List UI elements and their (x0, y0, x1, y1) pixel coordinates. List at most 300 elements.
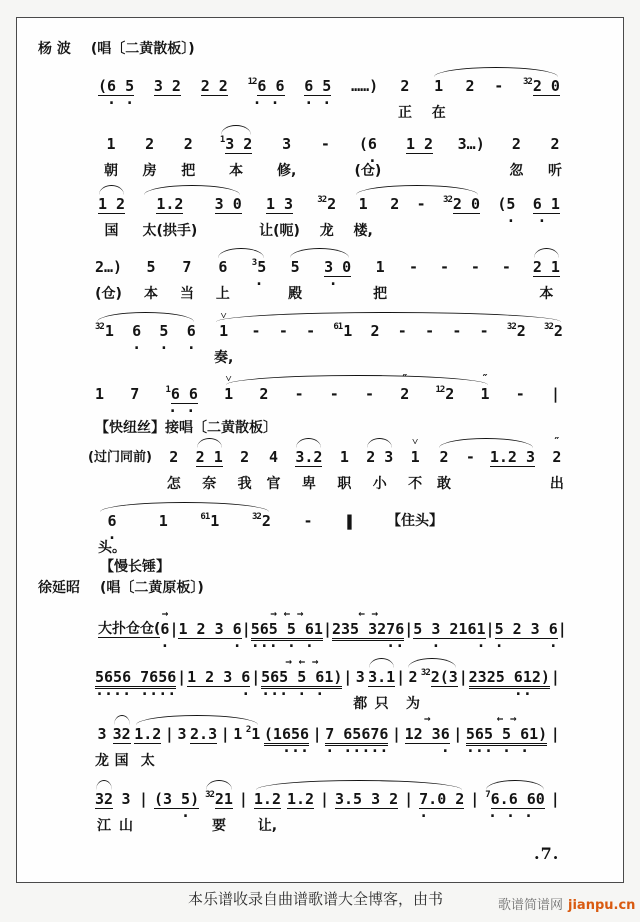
octave-dots (343, 687, 352, 694)
ornament-mark (207, 607, 214, 620)
ornament-mark (446, 607, 453, 620)
note-cell (88, 435, 152, 495)
ornament-mark (503, 182, 510, 195)
note-digits: 1.2 (156, 195, 184, 213)
ornament-mark (307, 309, 314, 322)
note-digits: 3.1 (368, 668, 396, 686)
note-digits: 6 5 (304, 77, 332, 95)
music-line (104, 122, 562, 182)
barline (221, 712, 230, 772)
note-cell (373, 245, 387, 305)
note-digits: 6 (218, 258, 228, 276)
note-cell (143, 122, 157, 182)
note-cell (214, 309, 233, 369)
octave-dots (466, 467, 475, 474)
note-cell (187, 655, 250, 715)
note-digits: 大扑仓仓( (98, 621, 161, 637)
note-digits: 2 0 (452, 195, 480, 213)
note-digits: | (320, 790, 330, 808)
grace-note: 12 (435, 385, 445, 395)
ornament-mark (314, 712, 321, 725)
note-digits: 3 (97, 725, 107, 743)
note-digits: - (501, 258, 511, 276)
note-cell (180, 245, 194, 305)
octave-dots (371, 341, 380, 348)
ornament-mark (365, 122, 372, 135)
octave-dots: . (132, 335, 142, 353)
lyric-text: 太(拱手) (142, 223, 198, 239)
note-cell (421, 655, 458, 715)
ornament-mark (552, 122, 559, 135)
note-digits: | (470, 790, 480, 808)
note-digits: - (425, 322, 435, 340)
note-cell (481, 372, 490, 411)
note-digits: 5 3 2161 (413, 620, 486, 638)
music-line (98, 499, 443, 559)
octave-dots (97, 744, 106, 751)
note-cell (432, 64, 446, 124)
lyric-text: 修, (276, 163, 297, 179)
note-cell (398, 309, 407, 369)
note-digits: 1 (343, 322, 353, 340)
note-digits: 32 (95, 790, 114, 808)
note-digits: 1 (375, 258, 385, 276)
ornament-mark (144, 712, 151, 725)
grace-note: 32 (523, 77, 532, 87)
grace-note: 3 (251, 258, 257, 268)
ornament-mark (322, 122, 329, 135)
octave-dots (512, 154, 521, 161)
octave-dots (215, 809, 224, 816)
ornament-mark (418, 182, 425, 195)
note-cell (304, 499, 313, 559)
octave-dots: . (107, 525, 117, 543)
note-cell (365, 372, 374, 411)
note-digits: | (241, 620, 251, 638)
note-cell (154, 64, 181, 124)
note-cell (417, 182, 426, 242)
octave-dots (542, 277, 551, 284)
note-digits: - (303, 512, 313, 530)
note-cell (252, 309, 261, 369)
note-digits: 5 2 3 6 (494, 620, 558, 638)
ornament-mark (240, 777, 247, 790)
note-cell (220, 122, 253, 182)
label-kuainiusi: 【快纽丝】接唱〔二黄散板〕 (95, 420, 277, 436)
octave-dots (494, 96, 503, 103)
octave-dots: . (328, 271, 347, 289)
note-digits: | (404, 620, 414, 638)
lyric-text: 忽 (509, 163, 524, 179)
octave-dots (558, 639, 567, 646)
note-cell (333, 309, 352, 369)
ornament-mark (376, 435, 383, 448)
note-digits: | (322, 620, 332, 638)
note-digits: | (312, 725, 322, 743)
octave-dots (169, 467, 178, 474)
note-cell (98, 607, 160, 646)
note-cell (196, 435, 223, 495)
barline (165, 712, 174, 772)
octave-dots: . . (494, 633, 558, 651)
octave-dots (516, 404, 525, 411)
ornament-mark (513, 122, 520, 135)
note-digits: 1 (480, 385, 490, 403)
note-digits: 2 (400, 385, 410, 403)
note-digits: - (465, 448, 475, 466)
note-digits: 5 (159, 322, 169, 340)
ornament-mark (442, 372, 449, 385)
note-digits: 2.3 (190, 725, 218, 743)
octave-dots (549, 341, 558, 348)
octave-dots: . (254, 271, 264, 289)
note-cell (335, 777, 398, 837)
note-digits: | (550, 668, 560, 686)
footer-site-name: 歌谱简谱网 (498, 898, 564, 913)
ornament-mark (416, 122, 423, 135)
note-digits: 3 (121, 790, 131, 808)
note-digits: 1 (106, 135, 116, 153)
barline (242, 607, 251, 646)
note-cell (355, 122, 382, 182)
octave-dots (375, 467, 384, 474)
lyric-text: 本 (144, 286, 159, 302)
octave-dots (551, 809, 560, 816)
octave-dots (199, 744, 208, 751)
note-cell (371, 309, 380, 369)
ornament-mark (178, 372, 185, 385)
octave-dots (122, 809, 131, 816)
ornament-mark (101, 309, 108, 322)
octave-dots (376, 277, 385, 284)
note-digits: 5656 7656 (95, 668, 176, 689)
note-cell (469, 655, 550, 715)
note-cell (480, 309, 489, 369)
barline (320, 777, 329, 837)
octave-dots (263, 809, 272, 816)
note-digits: 2 3 (366, 448, 394, 466)
ornament-mark (441, 435, 448, 448)
note-cell (516, 372, 525, 411)
ornament-mark (324, 607, 331, 620)
note-digits: 2 (259, 385, 269, 403)
note-digits: 3 (282, 135, 292, 153)
note-digits: - (452, 322, 462, 340)
note-digits: 2 0 (532, 77, 560, 95)
ornament-mark (378, 655, 385, 668)
note-digits: | (164, 725, 174, 743)
singer1-name: 杨 波 (38, 41, 71, 57)
lyric-text: 山 (119, 818, 134, 834)
note-digits: 565 5 61) (466, 725, 547, 746)
note-digits: 1 (95, 385, 105, 403)
note-digits: 2 (400, 77, 410, 95)
ornament-mark (460, 655, 467, 668)
note-cell (440, 245, 449, 305)
grace-note: 32 (420, 668, 430, 678)
grace-note: 61 (200, 512, 210, 522)
note-digits: 2 (145, 135, 155, 153)
ornament-mark (256, 245, 263, 258)
octave-dots (219, 341, 228, 348)
ornament-mark (357, 655, 364, 668)
ornament-mark (146, 122, 153, 135)
octave-dots (465, 96, 474, 103)
ornament-mark: → ← → (270, 607, 304, 620)
ornament-mark (410, 655, 417, 668)
octave-dots (551, 744, 560, 751)
octave-dots: . . (168, 398, 196, 416)
ornament-mark (161, 309, 168, 322)
ornament-mark (523, 607, 530, 620)
music-line (98, 607, 567, 651)
lyric-text: 要 (212, 818, 227, 834)
octave-dots (184, 154, 193, 161)
footer-site-link[interactable]: jianpu.cn (568, 898, 636, 913)
note-digits: 7 65676 (325, 725, 388, 746)
ornament-mark (550, 309, 557, 322)
grace-note: 32 (95, 322, 104, 332)
octave-dots: . . . (487, 803, 543, 821)
barline (404, 777, 413, 837)
note-cell (250, 607, 323, 651)
grace-note: 32 (251, 512, 261, 522)
octave-dots (323, 639, 332, 646)
octave-dots (100, 341, 109, 348)
ornament-mark (220, 245, 227, 258)
note-digits: 1 (210, 512, 220, 530)
ornament-mark (211, 64, 218, 77)
ornament-mark (321, 777, 328, 790)
ornament-mark (118, 712, 125, 725)
music-line (95, 245, 560, 305)
octave-dots (470, 809, 479, 816)
octave-dots (165, 214, 174, 221)
barline (459, 655, 468, 715)
octave-dots (205, 467, 214, 474)
ornament-mark (393, 712, 400, 725)
note-cell (160, 607, 170, 651)
note-cell (98, 182, 125, 242)
octave-dots (537, 96, 546, 103)
music-line (95, 777, 560, 837)
music-line (95, 309, 563, 369)
lyric-text: 楼, (353, 223, 373, 239)
note-digits: 2 (445, 385, 455, 403)
ornament-mark (164, 64, 171, 77)
note-cell (337, 435, 351, 495)
note-digits: (6 5 (98, 77, 135, 95)
lyric-text: 怎 (166, 476, 181, 492)
note-digits: 2 1 (195, 448, 223, 466)
grace-note: 32 (506, 322, 516, 332)
barline (453, 712, 462, 772)
note-digits: 1 (251, 725, 261, 743)
note-cell (406, 122, 433, 182)
octave-dots (392, 744, 401, 751)
ornament-mark (276, 182, 283, 195)
ornament-mark (105, 245, 112, 258)
ornament-mark: ← → (358, 607, 379, 620)
note-cell (406, 655, 420, 715)
note-cell (452, 309, 461, 369)
octave-dots (218, 277, 227, 284)
note-cell (295, 372, 304, 411)
lyric-text: (仓) (354, 163, 382, 179)
barline (323, 607, 332, 646)
octave-dots (440, 404, 449, 411)
note-digits: - (278, 322, 288, 340)
octave-dots (415, 154, 424, 161)
note-cell (550, 435, 564, 495)
grace-note: 12 (247, 77, 257, 87)
note-digits: 7 (130, 385, 140, 403)
ornament-mark (264, 777, 271, 790)
octave-dots (411, 467, 420, 474)
note-digits: | (138, 790, 148, 808)
note-cell (466, 712, 547, 772)
ornament-mark (96, 372, 103, 385)
note-digits: 2325 612) (469, 668, 550, 689)
note-cell (132, 309, 141, 369)
lyric-text: 江 (97, 818, 112, 834)
singer2-direction: (唱〔二黄原板〕) (100, 580, 204, 596)
ornament-mark: ″ (481, 372, 489, 385)
note-digits: - (251, 322, 261, 340)
note-cell (368, 655, 395, 715)
octave-dots: . (419, 803, 465, 821)
note-cell (398, 64, 412, 124)
note-digits: - (409, 258, 419, 276)
ornament-mark (108, 122, 115, 135)
note-cell (332, 607, 405, 651)
ornament-mark: → (161, 607, 169, 620)
note-digits: 1 2 (405, 135, 434, 153)
ornament-mark (323, 182, 330, 195)
note-cell (533, 245, 560, 305)
note-digits: 6 (107, 512, 117, 530)
ornament-mark (341, 435, 348, 448)
ornament-mark (101, 777, 108, 790)
octave-dots: ... . . (250, 633, 323, 651)
octave-dots (360, 96, 369, 103)
octave-dots: . . (413, 633, 486, 651)
note-digits: 6 6 (170, 385, 198, 403)
note-digits: 2 (261, 512, 271, 530)
ornament-mark (185, 122, 192, 135)
octave-dots (400, 404, 409, 411)
note-cell (104, 122, 118, 182)
ornament-mark: ← → (496, 712, 517, 725)
note-digits: 2…) (95, 258, 123, 276)
ornament-mark (509, 435, 516, 448)
note-cell (419, 777, 464, 837)
octave-dots (275, 214, 284, 221)
note-cell (142, 182, 197, 242)
lyric-text: 只 (374, 696, 389, 712)
octave-dots: . (160, 633, 170, 651)
octave-dots (147, 277, 156, 284)
ornament-mark (517, 372, 524, 385)
octave-dots (481, 404, 490, 411)
grace-note: 32 (443, 195, 452, 205)
ornament-mark (467, 435, 474, 448)
note-digits: 1.2 3 (489, 448, 535, 466)
note-digits: 12 36 (404, 725, 450, 743)
note-digits: ……) (351, 77, 379, 95)
note-digits: 2 (240, 448, 250, 466)
ornament-mark (113, 64, 120, 77)
note-digits: 2 (439, 448, 449, 466)
note-digits: - (329, 385, 339, 403)
note-digits: 1 3 (265, 195, 294, 213)
ornament-mark (166, 712, 173, 725)
octave-dots (169, 639, 178, 646)
note-digits: (过门同前) (88, 450, 152, 465)
ornament-mark (132, 655, 139, 668)
note-digits: | (458, 668, 468, 686)
ornament-mark (148, 245, 155, 258)
note-digits: 6 (186, 322, 196, 340)
ornament-mark: ″ (553, 435, 561, 448)
note-cell (248, 64, 285, 124)
singer2-header (38, 577, 204, 597)
grace-note: 1 (219, 135, 225, 145)
octave-dots (259, 404, 268, 411)
octave-dots: ... . . (465, 738, 548, 756)
ornament-mark (280, 309, 287, 322)
octave-dots (377, 687, 386, 694)
octave-dots (362, 809, 371, 816)
note-cell (465, 64, 474, 124)
note-cell (330, 372, 339, 411)
ornament-mark (225, 182, 232, 195)
note-digits: 1 (434, 77, 444, 95)
note-digits: | (453, 725, 463, 743)
note-cell (497, 182, 515, 242)
note-digits: 2 (169, 448, 179, 466)
note-cell (252, 245, 266, 305)
octave-dots (471, 277, 480, 284)
note-cell (471, 245, 480, 305)
lyric-text: 把 (181, 163, 196, 179)
note-cell (325, 712, 388, 772)
ornament-mark (391, 182, 398, 195)
barline (251, 655, 260, 715)
note-cell (443, 182, 480, 242)
note-digits: 2 (516, 322, 526, 340)
ornament-mark (140, 777, 147, 790)
ornament-mark (331, 372, 338, 385)
grace-note: 61 (333, 322, 343, 332)
note-digits: | (550, 385, 560, 403)
footer-site (498, 894, 635, 913)
lyric-text: 让, (257, 818, 278, 834)
lyric-text: 当 (179, 286, 194, 302)
ornament-mark (412, 499, 419, 512)
lyric-text: 在 (431, 105, 446, 121)
ornament-mark (250, 712, 257, 725)
note-cell (466, 435, 475, 495)
note-digits: 6 6 (257, 77, 285, 95)
note-digits: - (479, 322, 489, 340)
note-digits: 1.2 (253, 790, 281, 808)
octave-dots (320, 809, 329, 816)
note-cell (507, 309, 526, 369)
ornament-mark: ˅ (412, 435, 419, 448)
note-digits: 2 (550, 135, 560, 153)
octave-dots (210, 96, 219, 103)
